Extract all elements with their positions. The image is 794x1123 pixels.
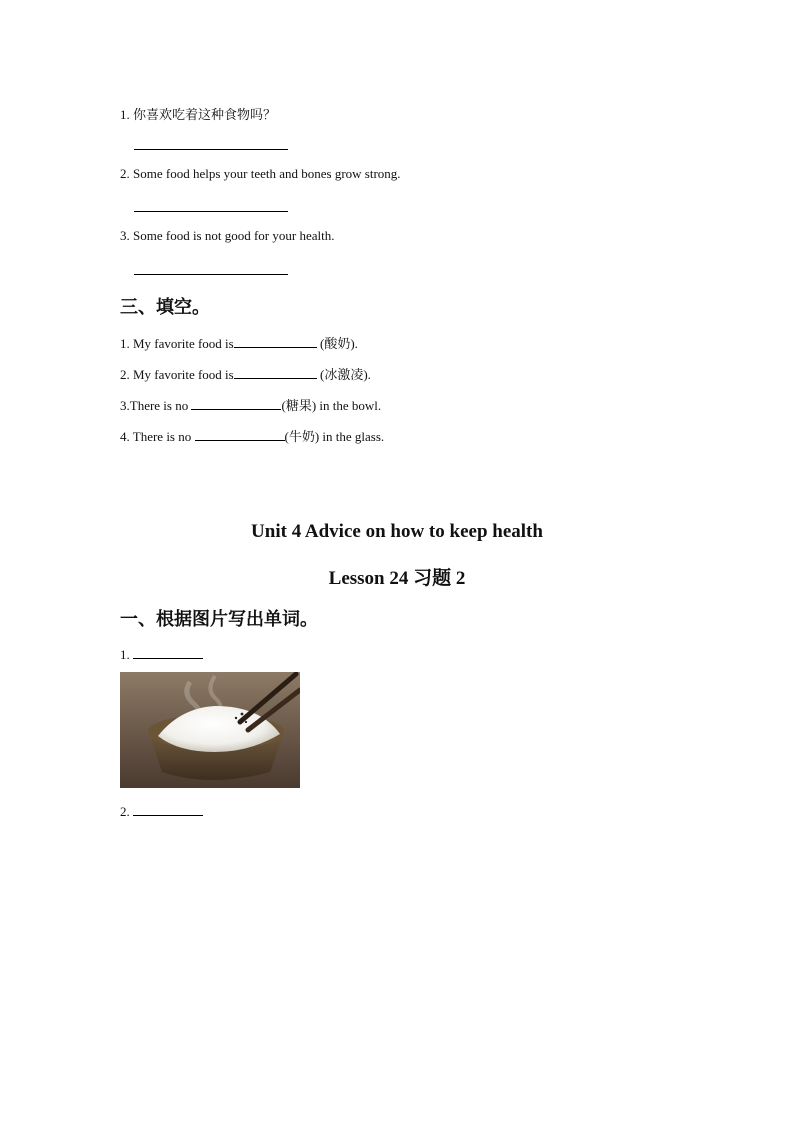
fill-blank-2[interactable] (234, 365, 317, 379)
fill-blank-4[interactable] (195, 427, 285, 441)
fill-prefix: 2. My favorite food is (120, 367, 234, 382)
fill-blank-3[interactable] (191, 396, 281, 410)
fill-suffix: (冰激凌). (316, 367, 371, 382)
question-text: 你喜欢吃着这种食物吗？ (133, 107, 277, 122)
fill-prefix: 3.There is no (120, 398, 192, 413)
answer-line-1[interactable] (134, 149, 288, 150)
answer-line-2[interactable] (134, 211, 288, 212)
lesson-title: Lesson 24 习题 2 (328, 568, 466, 589)
picture-item-1 (120, 645, 203, 663)
fill-blank-1[interactable] (234, 334, 317, 348)
fill-prefix: 4. There is no (120, 429, 195, 444)
question-number: 3. (120, 228, 130, 243)
fill-item-3 (120, 395, 381, 414)
picture-item-number: 2. (120, 804, 130, 819)
question-1 (120, 104, 276, 123)
rice-bowl-illustration (120, 672, 300, 788)
question-text: Some food helps your teeth and bones grow strong. (133, 166, 401, 181)
rice-bowl-image (120, 672, 300, 788)
picture-item-number: 1. (120, 647, 130, 662)
fill-item-1 (120, 333, 358, 352)
fill-suffix: (糖果) in the bowl. (281, 398, 382, 413)
fill-suffix: (牛奶) in the glass. (284, 429, 385, 444)
section-heading-picture: 一、根据图片写出单词。 (120, 609, 318, 629)
unit-title: Unit 4 Advice on how to keep health (251, 521, 543, 542)
answer-line-3[interactable] (134, 274, 288, 275)
section-heading-fill: 三、填空。 (120, 297, 210, 317)
fill-prefix: 1. My favorite food is (120, 336, 234, 351)
picture-blank-2[interactable] (133, 802, 203, 816)
fill-item-2 (120, 364, 371, 383)
fill-item-4 (120, 426, 384, 445)
picture-item-2 (120, 802, 203, 820)
picture-blank-1[interactable] (133, 645, 203, 659)
fill-suffix: (酸奶). (316, 336, 358, 351)
question-number: 1. (120, 107, 130, 122)
question-number: 2. (120, 166, 130, 181)
question-3 (120, 228, 334, 244)
question-2 (120, 166, 401, 182)
question-text: Some food is not good for your health. (133, 228, 335, 243)
